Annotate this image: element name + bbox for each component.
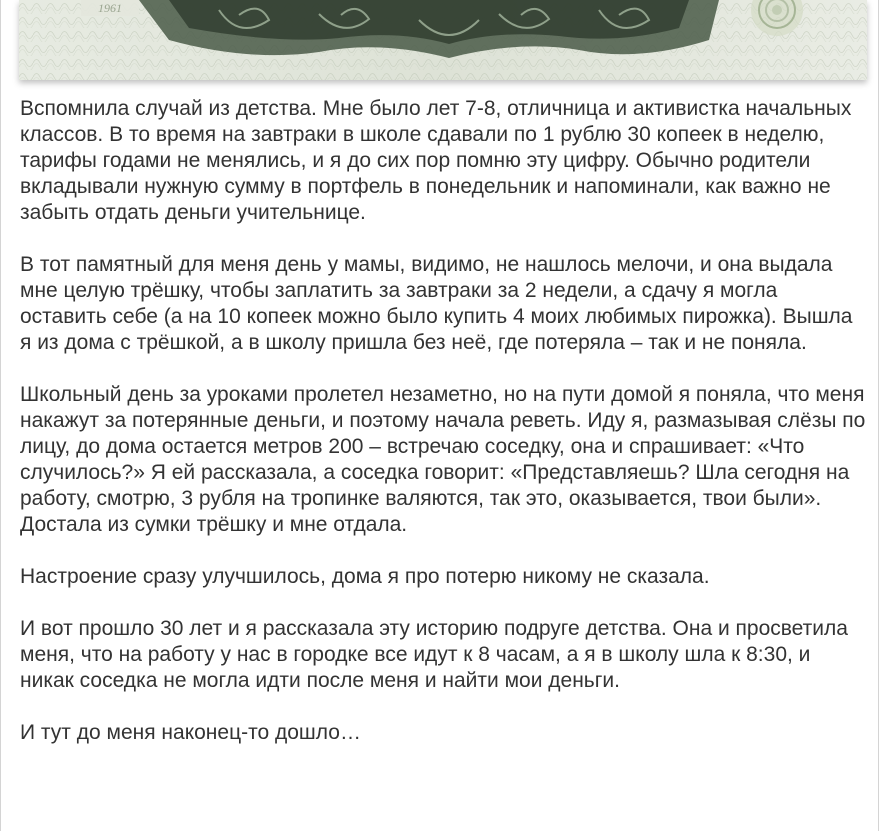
paragraph-2: В тот памятный для меня день у мамы, видимо, не нашлось мелочи, и она выдала мне целую трёшку, чтобы заплатить за завтраки за 2 недели, а сдачу я могла оставить себе (а на 10 копеек можно было купить 4 моих любимых пирожка). Вышла я из дома с трёшкой, а в школу пришла без неё, где потеряла – так и не поняла.	[20, 253, 853, 354]
paragraph-5: И вот прошло 30 лет и я рассказала эту историю подруге детства. Она и просветила меня, что на работу у нас в городке все идут к 8 часам, а я в школу шла к 8:30, и никак соседка не могла идти после меня и найти мои деньги.	[20, 617, 848, 692]
svg-text:1961: 1961	[98, 1, 122, 15]
paragraph-6: И тут до меня наконец-то дошло…	[20, 721, 361, 744]
banknote-image	[19, 0, 867, 80]
paragraph-4: Настроение сразу улучшилось, дома я про потерю никому не сказала.	[20, 565, 710, 588]
paragraph-1: Вспомнила случай из детства. Мне было лет 7-8, отличница и активистка начальных классов. В то время на завтраки в школе сдавали по 1 рублю 30 копеек в неделю, тарифы годами не менялись, и я до сих пор помню эту цифру. Обычно родители вкладывали нужную сумму в портфель в понедельник и напоминали, как важно не забыть отдать деньги учительнице.	[20, 97, 852, 224]
paragraph-3: Школьный день за уроками пролетел незаметно, но на пути домой я поняла, что меня накажут за потерянные деньги, и поэтому начала реветь. Иду я, размазывая слёзы по лицу, до дома остается метров 200 – встречаю соседку, она и спрашивает: «Что случилось?» Я ей рассказала, а соседка говорит: «Представляешь? Шла сегодня на работу, смотрю, 3 рубля на тропинке валяются, так это, оказывается, твои были». Достала из сумки трёшку и мне отдала.	[20, 383, 866, 536]
article-body	[20, 96, 868, 772]
